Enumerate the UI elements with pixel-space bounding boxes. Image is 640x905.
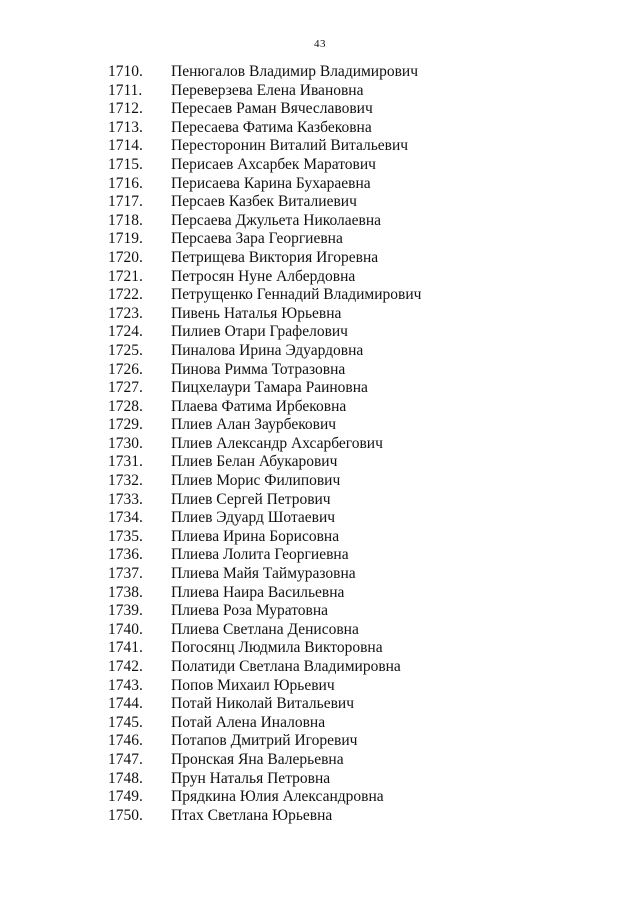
- entry-name: Петрищева Виктория Игоревна: [171, 248, 379, 266]
- entry-name: Плиева Наира Васильевна: [171, 583, 345, 601]
- name-list: [0, 63, 640, 825]
- entry-name: Плаева Фатима Ирбековна: [171, 397, 347, 415]
- entry-number: 1735.: [108, 527, 143, 545]
- entry-number: 1750.: [108, 806, 143, 824]
- entry-name: Пивень Наталья Юрьевна: [171, 304, 342, 322]
- entry-number: 1728.: [108, 397, 143, 415]
- entry-number: 1720.: [108, 248, 143, 266]
- list-item: [0, 565, 640, 584]
- list-item: [0, 230, 640, 249]
- entry-name: Пилиев Отари Графелович: [171, 323, 348, 341]
- list-item: [0, 63, 640, 82]
- entry-name: Плиев Белан Абукарович: [171, 453, 338, 471]
- list-item: [0, 695, 640, 714]
- entry-number: 1744.: [108, 695, 143, 713]
- list-item: [0, 416, 640, 435]
- entry-number: 1710.: [108, 63, 143, 80]
- entry-name: Полатиди Светлана Владимировна: [171, 658, 401, 675]
- list-item: [0, 732, 640, 751]
- entry-name: Плиев Александр Ахсарбегович: [171, 434, 383, 452]
- entry-number: 1718.: [108, 211, 143, 229]
- list-item: [0, 639, 640, 658]
- list-item: [0, 175, 640, 194]
- list-item: [0, 268, 640, 287]
- entry-name: Персаев Казбек Виталиевич: [171, 193, 357, 211]
- list-item: [0, 584, 640, 603]
- list-item: [0, 100, 640, 119]
- entry-name: Плиева Майя Таймуразовна: [171, 565, 356, 583]
- list-item: [0, 602, 640, 621]
- entry-name: Переверзева Елена Ивановна: [171, 81, 364, 99]
- entry-number: 1738.: [108, 583, 143, 601]
- list-item: [0, 193, 640, 212]
- entry-name: Персаева Джульета Николаевна: [171, 211, 382, 229]
- entry-name: Попов Михаил Юрьевич: [171, 676, 335, 694]
- list-item: [0, 453, 640, 472]
- entry-number: 1740.: [108, 620, 143, 638]
- entry-name: Пиналова Ирина Эдуардовна: [171, 341, 364, 359]
- entry-name: Пронская Яна Валерьевна: [171, 750, 344, 768]
- list-item: [0, 491, 640, 510]
- entry-number: 1721.: [108, 267, 143, 285]
- list-item: [0, 119, 640, 138]
- entry-number: 1715.: [108, 155, 143, 173]
- entry-name: Плиева Светлана Денисовна: [171, 620, 359, 638]
- list-item: [0, 398, 640, 417]
- list-item: [0, 286, 640, 305]
- entry-number: 1727.: [108, 379, 143, 397]
- entry-name: Погосянц Людмила Викторовна: [171, 639, 383, 657]
- entry-number: 1722.: [108, 286, 143, 304]
- entry-number: 1717.: [108, 193, 143, 211]
- entry-number: 1745.: [108, 713, 143, 731]
- list-item: [0, 770, 640, 789]
- list-item: [0, 621, 640, 640]
- entry-number: 1716.: [108, 174, 143, 192]
- entry-number: 1737.: [108, 565, 143, 583]
- entry-number: 1741.: [108, 639, 143, 657]
- list-item: [0, 82, 640, 101]
- entry-number: 1732.: [108, 472, 143, 490]
- page-number: 43: [314, 38, 326, 50]
- entry-name: Перисаев Ахсарбек Маратович: [171, 155, 376, 173]
- entry-name: Плиев Эдуард Шотаевич: [171, 509, 336, 527]
- entry-name: Плиева Роза Муратовна: [171, 602, 329, 620]
- entry-name: Петрущенко Геннадий Владимирович: [171, 286, 422, 304]
- entry-number: 1746.: [108, 732, 143, 750]
- list-item: [0, 788, 640, 807]
- entry-number: 1736.: [108, 546, 143, 564]
- entry-name: Потапов Дмитрий Игоревич: [171, 732, 358, 750]
- entry-name: Плиева Лолита Георгиевна: [171, 546, 349, 564]
- entry-name: Плиев Морис Филипович: [171, 472, 341, 490]
- entry-number: 1723.: [108, 304, 143, 322]
- entry-name: Потай Николай Витальевич: [171, 695, 355, 713]
- entry-name: Плиев Алан Заурбекович: [171, 416, 337, 434]
- entry-number: 1743.: [108, 676, 143, 694]
- entry-name: Прядкина Юлия Александровна: [171, 788, 384, 806]
- list-item: [0, 342, 640, 361]
- entry-name: Птах Светлана Юрьевна: [171, 806, 333, 824]
- entry-number: 1711.: [108, 81, 143, 99]
- list-item: [0, 509, 640, 528]
- entry-name: Плиева Ирина Борисовна: [171, 527, 340, 545]
- entry-number: 1729.: [108, 416, 143, 434]
- list-item: [0, 528, 640, 547]
- list-item: [0, 361, 640, 380]
- list-item: [0, 472, 640, 491]
- list-item: [0, 658, 640, 677]
- entry-name: Пересаева Фатима Казбековна: [171, 118, 372, 136]
- entry-number: 1731.: [108, 453, 143, 471]
- entry-name: Пенюгалов Владимир Владимирович: [171, 63, 419, 80]
- list-item: [0, 323, 640, 342]
- list-item: [0, 212, 640, 231]
- list-item: [0, 807, 640, 826]
- list-item: [0, 435, 640, 454]
- list-item: [0, 677, 640, 696]
- entry-name: Петросян Нуне Албердовна: [171, 267, 356, 285]
- entry-number: 1747.: [108, 750, 143, 768]
- entry-name: Прун Наталья Петровна: [171, 769, 331, 787]
- list-item: [0, 305, 640, 324]
- entry-number: 1714.: [108, 137, 143, 155]
- entry-number: 1749.: [108, 788, 143, 806]
- entry-name: Пересаев Раман Вячеславович: [171, 100, 373, 118]
- entry-name: Пересторонин Виталий Витальевич: [171, 137, 409, 155]
- entry-number: 1733.: [108, 490, 143, 508]
- list-item: [0, 249, 640, 268]
- list-item: [0, 751, 640, 770]
- list-item: [0, 156, 640, 175]
- list-item: [0, 137, 640, 156]
- entry-number: 1730.: [108, 434, 143, 452]
- entry-name: Пицхелаури Тамара Раиновна: [171, 379, 368, 397]
- entry-number: 1726.: [108, 360, 143, 378]
- entry-number: 1739.: [108, 602, 143, 620]
- list-item: [0, 714, 640, 733]
- entry-number: 1725.: [108, 341, 143, 359]
- entry-number: 1719.: [108, 230, 143, 248]
- entry-number: 1712.: [108, 100, 143, 118]
- entry-number: 1742.: [108, 658, 143, 675]
- entry-number: 1748.: [108, 769, 143, 787]
- entry-name: Персаева Зара Георгиевна: [171, 230, 343, 248]
- entry-name: Пинова Римма Тотразовна: [171, 360, 346, 378]
- entry-number: 1713.: [108, 118, 143, 136]
- list-item: [0, 379, 640, 398]
- entry-name: Плиев Сергей Петрович: [171, 490, 331, 508]
- entry-number: 1734.: [108, 509, 143, 527]
- entry-name: Перисаева Карина Бухараевна: [171, 174, 371, 192]
- entry-name: Потай Алена Иналовна: [171, 713, 326, 731]
- list-item: [0, 546, 640, 565]
- entry-number: 1724.: [108, 323, 143, 341]
